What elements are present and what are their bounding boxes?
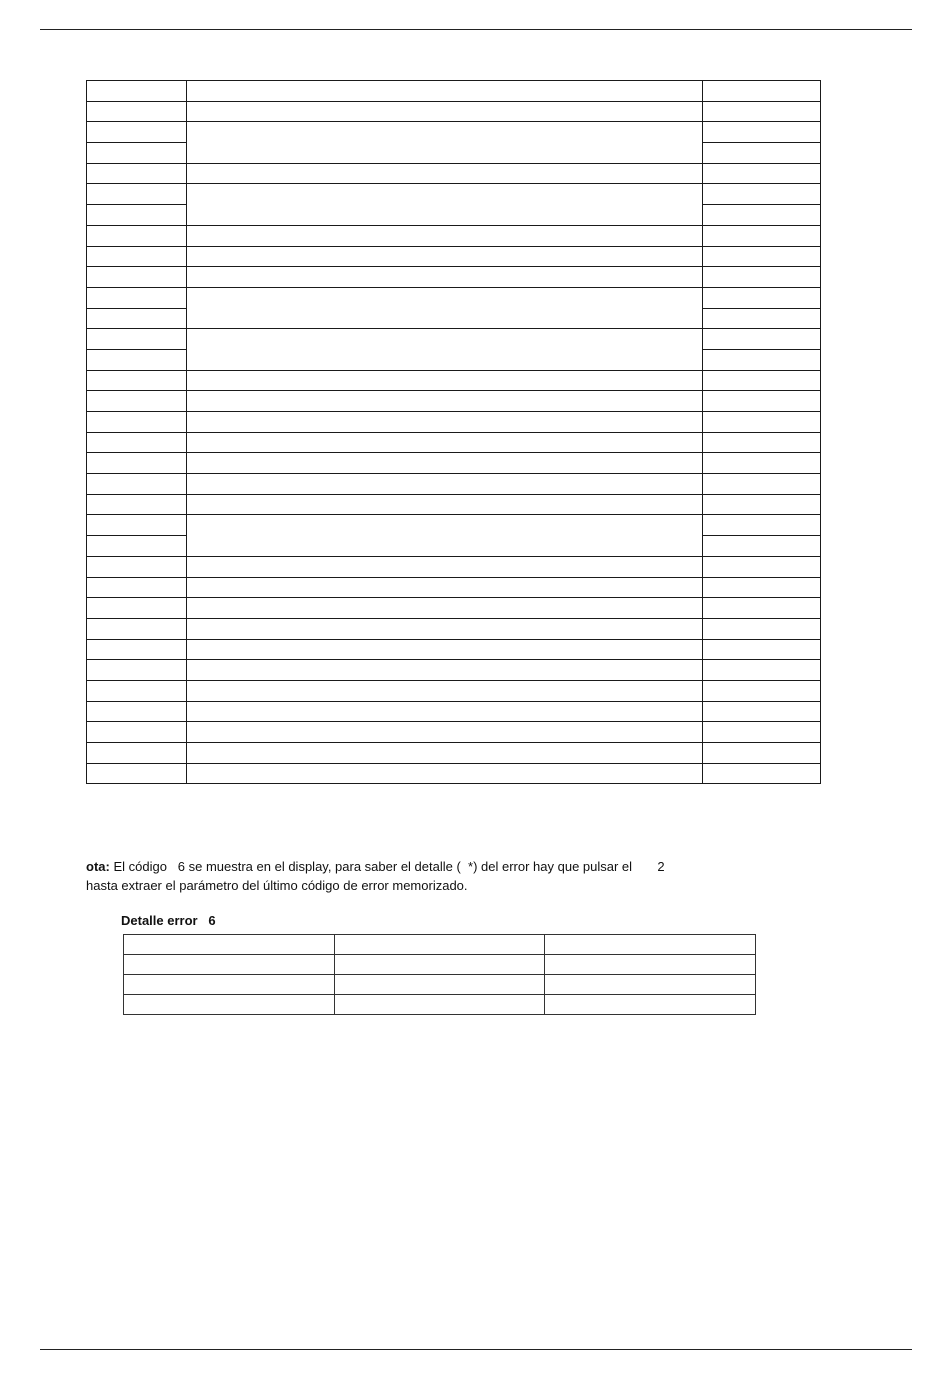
table-row bbox=[87, 701, 821, 722]
table-row bbox=[87, 515, 821, 536]
detail-cell bbox=[545, 995, 756, 1015]
value-cell bbox=[703, 412, 821, 433]
value-cell bbox=[703, 618, 821, 639]
description-cell bbox=[187, 370, 703, 391]
table-row bbox=[87, 618, 821, 639]
value-cell bbox=[703, 370, 821, 391]
table-row bbox=[87, 432, 821, 453]
value-cell bbox=[703, 743, 821, 764]
code-cell bbox=[87, 391, 187, 412]
description-cell bbox=[187, 246, 703, 267]
value-cell bbox=[703, 680, 821, 701]
code-cell bbox=[87, 660, 187, 681]
value-cell bbox=[703, 163, 821, 184]
table-row bbox=[87, 184, 821, 205]
table-row bbox=[87, 577, 821, 598]
footnote-line-2: hasta extraer el parámetro del último código de error memorizado. bbox=[86, 878, 468, 893]
table-row bbox=[87, 598, 821, 619]
value-cell bbox=[703, 267, 821, 288]
code-cell bbox=[87, 122, 187, 143]
code-cell bbox=[87, 577, 187, 598]
description-cell bbox=[187, 701, 703, 722]
value-cell bbox=[703, 577, 821, 598]
table-row bbox=[124, 995, 756, 1015]
value-cell bbox=[703, 494, 821, 515]
table-row bbox=[87, 267, 821, 288]
value-cell bbox=[703, 474, 821, 495]
code-cell bbox=[87, 225, 187, 246]
value-cell bbox=[703, 639, 821, 660]
value-cell bbox=[703, 308, 821, 329]
description-cell bbox=[187, 494, 703, 515]
detail-cell bbox=[545, 975, 756, 995]
code-cell bbox=[87, 412, 187, 433]
value-cell bbox=[703, 143, 821, 164]
value-cell bbox=[703, 287, 821, 308]
description-cell bbox=[187, 722, 703, 743]
table-row bbox=[87, 391, 821, 412]
detail-error-title: Detalle error 6 bbox=[121, 913, 216, 928]
value-cell bbox=[703, 701, 821, 722]
table-row bbox=[87, 412, 821, 433]
detail-cell bbox=[124, 935, 335, 955]
code-cell bbox=[87, 432, 187, 453]
table-row bbox=[124, 935, 756, 955]
description-cell bbox=[187, 287, 703, 328]
description-cell bbox=[187, 743, 703, 764]
value-cell bbox=[703, 349, 821, 370]
description-cell bbox=[187, 432, 703, 453]
detail-cell bbox=[545, 935, 756, 955]
table-row bbox=[87, 287, 821, 308]
table-row bbox=[87, 556, 821, 577]
table-row bbox=[87, 743, 821, 764]
value-cell bbox=[703, 225, 821, 246]
footnote-text-1: El código 6 se muestra en el display, para saber el detalle ( *) del error hay que pulsar el 2 bbox=[109, 859, 665, 874]
code-cell bbox=[87, 515, 187, 536]
table-row bbox=[124, 955, 756, 975]
table-row bbox=[124, 975, 756, 995]
value-cell bbox=[703, 453, 821, 474]
code-cell bbox=[87, 743, 187, 764]
table-row bbox=[87, 329, 821, 350]
footnote-line-1 bbox=[86, 857, 826, 876]
description-cell bbox=[187, 329, 703, 370]
description-cell bbox=[187, 81, 703, 102]
code-cell bbox=[87, 101, 187, 122]
table-row bbox=[87, 474, 821, 495]
value-cell bbox=[703, 122, 821, 143]
description-cell bbox=[187, 412, 703, 433]
value-cell bbox=[703, 246, 821, 267]
code-cell bbox=[87, 763, 187, 784]
table-row bbox=[87, 370, 821, 391]
code-cell bbox=[87, 163, 187, 184]
footnote bbox=[86, 857, 826, 895]
value-cell bbox=[703, 598, 821, 619]
table-row bbox=[87, 225, 821, 246]
table-row bbox=[87, 680, 821, 701]
description-cell bbox=[187, 225, 703, 246]
code-cell bbox=[87, 453, 187, 474]
value-cell bbox=[703, 184, 821, 205]
value-cell bbox=[703, 432, 821, 453]
detail-cell bbox=[334, 975, 545, 995]
description-cell bbox=[187, 577, 703, 598]
code-cell bbox=[87, 639, 187, 660]
value-cell bbox=[703, 515, 821, 536]
code-cell bbox=[87, 287, 187, 308]
code-cell bbox=[87, 536, 187, 557]
code-cell bbox=[87, 349, 187, 370]
value-cell bbox=[703, 536, 821, 557]
table-row bbox=[87, 722, 821, 743]
code-cell bbox=[87, 370, 187, 391]
detail-cell bbox=[334, 995, 545, 1015]
table-row bbox=[87, 639, 821, 660]
detail-cell bbox=[124, 975, 335, 995]
value-cell bbox=[703, 101, 821, 122]
description-cell bbox=[187, 122, 703, 163]
value-cell bbox=[703, 722, 821, 743]
code-cell bbox=[87, 143, 187, 164]
detail-cell bbox=[124, 955, 335, 975]
error-code-table bbox=[86, 80, 821, 784]
detail-cell bbox=[334, 935, 545, 955]
description-cell bbox=[187, 184, 703, 225]
table-row bbox=[87, 81, 821, 102]
code-cell bbox=[87, 556, 187, 577]
table-row bbox=[87, 494, 821, 515]
description-cell bbox=[187, 618, 703, 639]
table-row bbox=[87, 453, 821, 474]
description-cell bbox=[187, 453, 703, 474]
table-row bbox=[87, 660, 821, 681]
table-row bbox=[87, 163, 821, 184]
value-cell bbox=[703, 556, 821, 577]
code-cell bbox=[87, 308, 187, 329]
footnote-label: ota: bbox=[86, 859, 110, 874]
description-cell bbox=[187, 598, 703, 619]
code-cell bbox=[87, 494, 187, 515]
footer-rule bbox=[40, 1349, 912, 1350]
table-row bbox=[87, 101, 821, 122]
description-cell bbox=[187, 391, 703, 412]
description-cell bbox=[187, 474, 703, 495]
table-row bbox=[87, 122, 821, 143]
code-cell bbox=[87, 329, 187, 350]
code-cell bbox=[87, 184, 187, 205]
description-cell bbox=[187, 267, 703, 288]
code-cell bbox=[87, 474, 187, 495]
value-cell bbox=[703, 81, 821, 102]
detail-cell bbox=[124, 995, 335, 1015]
code-cell bbox=[87, 680, 187, 701]
detail-cell bbox=[334, 955, 545, 975]
value-cell bbox=[703, 763, 821, 784]
code-cell bbox=[87, 81, 187, 102]
value-cell bbox=[703, 329, 821, 350]
description-cell bbox=[187, 163, 703, 184]
description-cell bbox=[187, 639, 703, 660]
description-cell bbox=[187, 660, 703, 681]
value-cell bbox=[703, 391, 821, 412]
code-cell bbox=[87, 246, 187, 267]
description-cell bbox=[187, 680, 703, 701]
code-cell bbox=[87, 618, 187, 639]
code-cell bbox=[87, 598, 187, 619]
code-cell bbox=[87, 205, 187, 226]
description-cell bbox=[187, 763, 703, 784]
code-cell bbox=[87, 267, 187, 288]
detail-error-table bbox=[123, 934, 756, 1015]
table-row bbox=[87, 763, 821, 784]
table-row bbox=[87, 246, 821, 267]
detail-cell bbox=[545, 955, 756, 975]
code-cell bbox=[87, 701, 187, 722]
description-cell bbox=[187, 101, 703, 122]
description-cell bbox=[187, 556, 703, 577]
header-rule bbox=[40, 29, 912, 30]
value-cell bbox=[703, 660, 821, 681]
code-cell bbox=[87, 722, 187, 743]
description-cell bbox=[187, 515, 703, 556]
value-cell bbox=[703, 205, 821, 226]
